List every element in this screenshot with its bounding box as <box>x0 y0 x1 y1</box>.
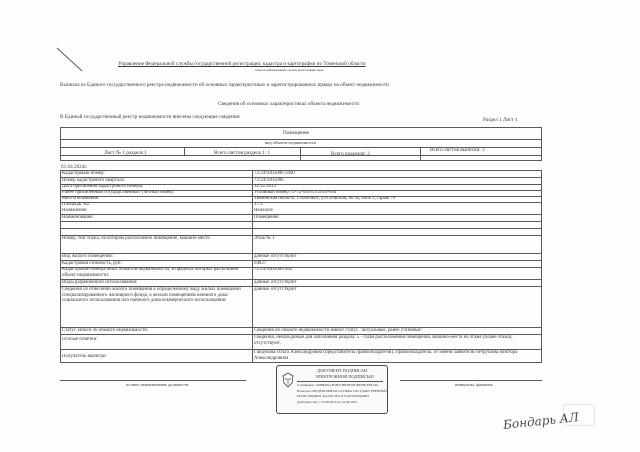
stamp-line-1: ДОКУМЕНТ ПОДПИСАН <box>317 368 368 373</box>
handwritten-note: Бондарь АЛ <box>502 410 580 432</box>
row-label: Статус записи об объекте недвижимости: <box>62 328 149 333</box>
row-value: 12.12.2013 <box>254 184 277 189</box>
section-sheet-label: Раздел 1 Лист 1 <box>483 117 518 123</box>
position-caption: полное наименование должности <box>126 382 189 387</box>
coat-of-arms-icon <box>281 372 295 388</box>
row-value: данные отсутствуют <box>254 280 297 285</box>
row-value: данные отсутствуют <box>254 254 297 259</box>
row-label: Назначение: <box>62 208 88 213</box>
row-value: Нежилое <box>254 208 273 213</box>
row-value: Тюменская область, г.Тобольск, ул.Сельская, № 9а, блок 2, гараж 76 <box>254 196 396 201</box>
sheet-number: Лист № 1 раздела 1 <box>104 150 147 156</box>
e-signature-stamp <box>276 365 388 414</box>
row-label: Сведения об отнесении жилого помещения к определенному виду жилых помещений специализированного жилищного фонда, к жилым помещениям наемного дома социального использования или наемного дома коммерческого использования: <box>62 287 241 304</box>
row-label: Особые отметки: <box>62 337 98 342</box>
row-label: Кадастровый номер: <box>62 171 105 176</box>
stamp-owner: Владелец: ФЕДЕРАЛЬНАЯ СЛУЖБА ГОСУДАРСТВЕННОЙ <box>297 389 387 393</box>
row-value: 17.5 <box>254 202 263 207</box>
row-label: Местоположение: <box>62 196 100 201</box>
row-value: 64827 <box>254 261 267 266</box>
row-label: Номер кадастрового квартала: <box>62 178 126 183</box>
signature-caption: инициалы, фамилия <box>455 382 493 387</box>
row-value: Сведения, необходимые для заполнения раздела: 5 - План расположения помещения, машино-места на этаже (плане этажа), отсутствуют. <box>254 335 513 346</box>
row-value: Помещение <box>254 215 279 220</box>
row-label: Номер, тип этажа, на котором расположено помещение, машино-место <box>62 236 210 241</box>
row-value: данные отсутствуют <box>254 287 297 292</box>
extract-title: Выписка из Единого государственного реестра недвижимости об основных характеристиках и зарегистрированных правах на объект недвижимости <box>60 82 389 88</box>
row-label: Кадастровые номера иных объектов недвижимости, в пределах которых расположен объект недвижимости: <box>62 267 239 278</box>
row-label: Виды разрешенного использования: <box>62 280 138 285</box>
object-type-caption: вид объекта недвижимости <box>265 140 316 145</box>
row-value: Сведения об объекте недвижимости имеют статус "актуальные, ранее учтенные" <box>254 328 423 333</box>
sheets-in-section: Всего листов раздела 1: 1 <box>214 150 271 156</box>
row-label: Дата присвоения кадастрового номера: <box>62 184 144 189</box>
object-type: Помещение <box>283 130 309 136</box>
extract-date: 01.04.2024г. <box>61 164 88 170</box>
row-value: 72:24:0305006 <box>254 178 284 183</box>
stamp-valid: Действителен: с 22.08.2023 по 19.08.2024 <box>297 400 357 404</box>
intro-text: В Единый государственный реестр недвижимости внесены следующие сведения: <box>60 114 241 120</box>
row-label: Кадастровая стоимость, руб: <box>62 261 122 266</box>
agency-name: Управление Федеральной службы государственной регистрации, кадастра и картографии по Томенской области <box>118 61 366 67</box>
row-value: Условный номер 72-72-04/011/2010-044 <box>254 190 337 195</box>
stamp-owner-2: РЕГИСТРАЦИИ, КАДАСТРА И КАРТОГРАФИИ <box>297 394 369 398</box>
row-value: Гайдукова Ольга Александровна (представитель правообладателя), Правообладатель: от имени заявителя Петрушова Виктора Александровича <box>254 350 518 361</box>
sections-total: Всего разделов: 2 <box>331 151 370 157</box>
row-label: Наименование: <box>62 215 94 220</box>
row-value: 72:24:0305006:3400 <box>254 171 295 176</box>
row-label: Получатель выписки: <box>62 354 107 359</box>
stamp-line-2: ЭЛЕКТРОННОЙ ПОДПИСЬЮ <box>315 374 374 379</box>
row-value: 72:24:0305006:442 <box>254 267 293 272</box>
row-label: Ранее присвоенный государственный учетный номер: <box>62 190 175 195</box>
row-value: Этаж № 1 <box>254 236 275 241</box>
pen-stroke-mark <box>55 45 85 75</box>
stamp-cert: Сертификат: 00B6D8A1B3B2C89E8E0D1BF0B1E8F1A9 <box>297 383 379 387</box>
row-label: Вид жилого помещения: <box>62 254 114 259</box>
section-title: Сведения об основных характеристиках объекта недвижимости <box>218 101 359 107</box>
sheets-total: Всего листов выписки: 3 <box>430 147 485 153</box>
agency-caption: полное наименование органа регистрации прав <box>255 68 324 72</box>
row-label: Площадь, м2: <box>62 202 91 207</box>
